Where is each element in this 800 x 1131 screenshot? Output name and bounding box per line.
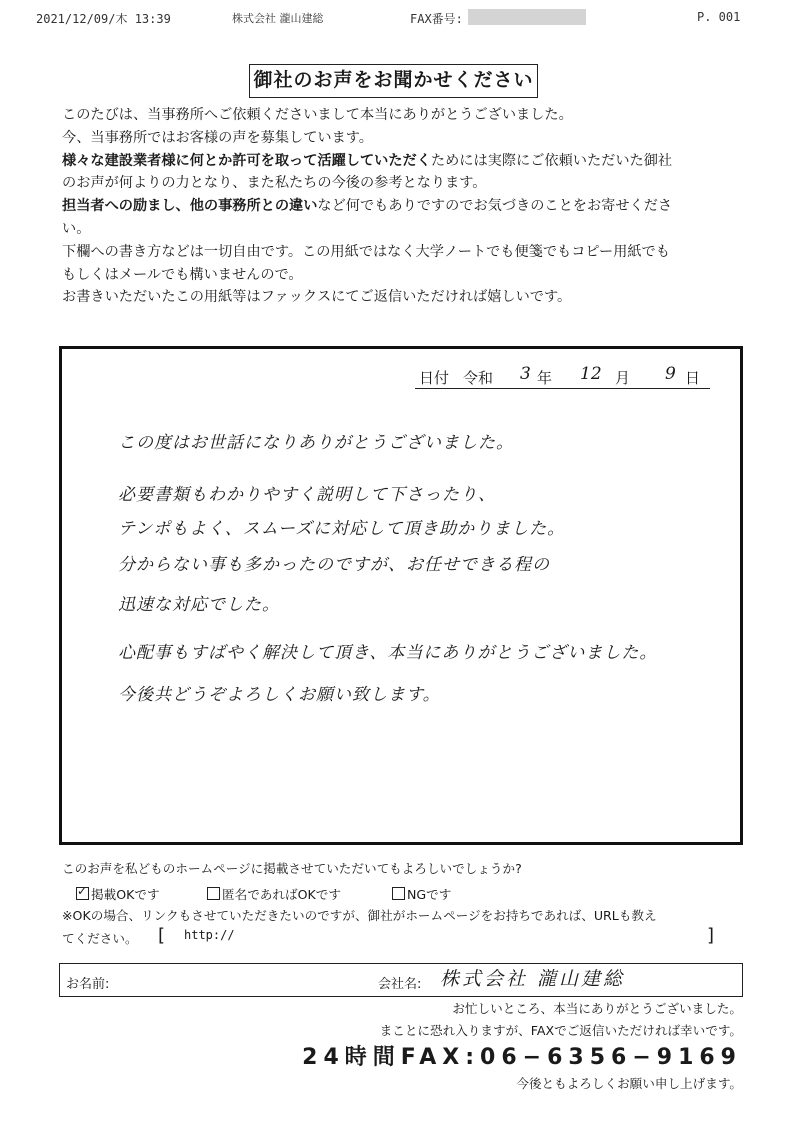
name-label: お名前:: [66, 977, 110, 992]
fax-page: P. 001: [697, 10, 741, 24]
fax-datetime: 2021/12/09/木 13:39: [36, 12, 171, 26]
option-ok[interactable]: ✓掲載OKです: [76, 884, 160, 903]
date-year: 3: [520, 364, 531, 384]
fax-header: [0, 6, 800, 28]
intro-line: のお声が何よりの力となり、また私たちの今後の参考となります。: [62, 175, 487, 192]
comment-line: テンポもよく、スムーズに対応して頂き助かりました。: [118, 519, 566, 539]
consent-note-line: ※OKの場合、リンクもさせていただきたいのですが、御社がホームページをお持ちであれば、URLも教え: [62, 908, 657, 923]
checkbox-checked-icon[interactable]: [76, 887, 89, 900]
option-anonymous[interactable]: 匿名であればOKです: [207, 884, 341, 903]
date-day-unit: 日: [685, 369, 701, 387]
date-month: 12: [580, 364, 602, 384]
thanks-line: お忙しいところ、本当にありがとうございました。: [452, 1001, 742, 1016]
thanks-line: まことに恐れ入りますが、FAXでご返信いただければ幸いです。: [379, 1023, 742, 1038]
intro-emphasis: 担当者への励まし、他の事務所との違い: [62, 198, 318, 215]
intro-line: い。: [62, 220, 91, 237]
comment-line: この度はお世話になりありがとうございました。: [118, 433, 514, 453]
url-field[interactable]: http://: [184, 928, 235, 942]
date-label: 日付: [419, 369, 450, 387]
comment-line: 心配事もすばやく解決して頂き、本当にありがとうございました。: [118, 643, 658, 663]
consent-question: このお声を私どものホームページに掲載させていただいてもよろしいでしょうか?: [62, 861, 522, 876]
consent-question-block: [62, 858, 752, 880]
checkbox-icon[interactable]: [392, 887, 405, 900]
fax-sender: 株式会社 瀧山建総: [232, 12, 324, 25]
consent-options: [62, 882, 662, 904]
intro-line: 担当者への励まし、他の事務所との違いなど何でもありですのでお気づきのことをお寄せくださ: [62, 198, 673, 215]
page-title: 御社のお声をお聞かせください: [249, 64, 538, 98]
url-row: [62, 927, 752, 949]
url-bracket-close: ]: [707, 925, 715, 946]
comment-line: 分からない事も多かったのですが、お任せできる程の: [118, 555, 550, 575]
intro-emphasis: 様々な建設業者様に何とか許可を取って活躍していただく: [62, 152, 431, 169]
date-field: [415, 366, 710, 389]
intro-text: [62, 104, 742, 309]
date-month-unit: 月: [615, 369, 631, 387]
intro-line: 今、当事務所ではお客様の声を募集しています。: [62, 129, 373, 146]
comment-line: 必要書類もわかりやすく説明して下さったり、: [118, 485, 496, 505]
intro-line: このたびは、当事務所へご依頼くださいまして本当にありがとうございました。: [62, 107, 573, 123]
intro-line: 下欄への書き方などは一切自由です。この用紙ではなく大学ノートでも便箋でもコピー用紙でも: [62, 243, 670, 260]
company-value: 株式会社 瀧山建総: [440, 968, 626, 990]
checkbox-icon[interactable]: [207, 887, 220, 900]
url-bracket-open: [: [158, 925, 166, 946]
fax-number-24h: 24時間FAX:06−6356−9169: [302, 1045, 742, 1070]
intro-line: もしくはメールでも構いませんので。: [62, 266, 303, 283]
comment-line: 迅速な対応でした。: [118, 595, 280, 615]
option-ng[interactable]: NGです: [392, 884, 451, 903]
intro-line: 様々な建設業者様に何とか許可を取って活躍していただくためには実際にご依頼いただいた御社: [62, 152, 673, 169]
consent-note: [62, 905, 752, 927]
intro-line: お書きいただいたこの用紙等はファックスにてご返信いただければ嬉しいです。: [62, 289, 572, 306]
redacted-fax-number: [468, 9, 586, 25]
consent-note-line: てください。: [62, 931, 138, 946]
closing-line: 今後ともよろしくお願い申し上げます。: [516, 1076, 742, 1091]
company-label: 会社名:: [378, 977, 422, 992]
fax-number-label: FAX番号:: [410, 12, 463, 26]
name-field-box[interactable]: [59, 963, 743, 997]
date-year-unit: 年: [537, 369, 553, 387]
date-day: 9: [665, 364, 676, 384]
date-era: 令和: [463, 369, 494, 387]
comment-line: 今後共どうぞよろしくお願い致します。: [118, 685, 441, 705]
